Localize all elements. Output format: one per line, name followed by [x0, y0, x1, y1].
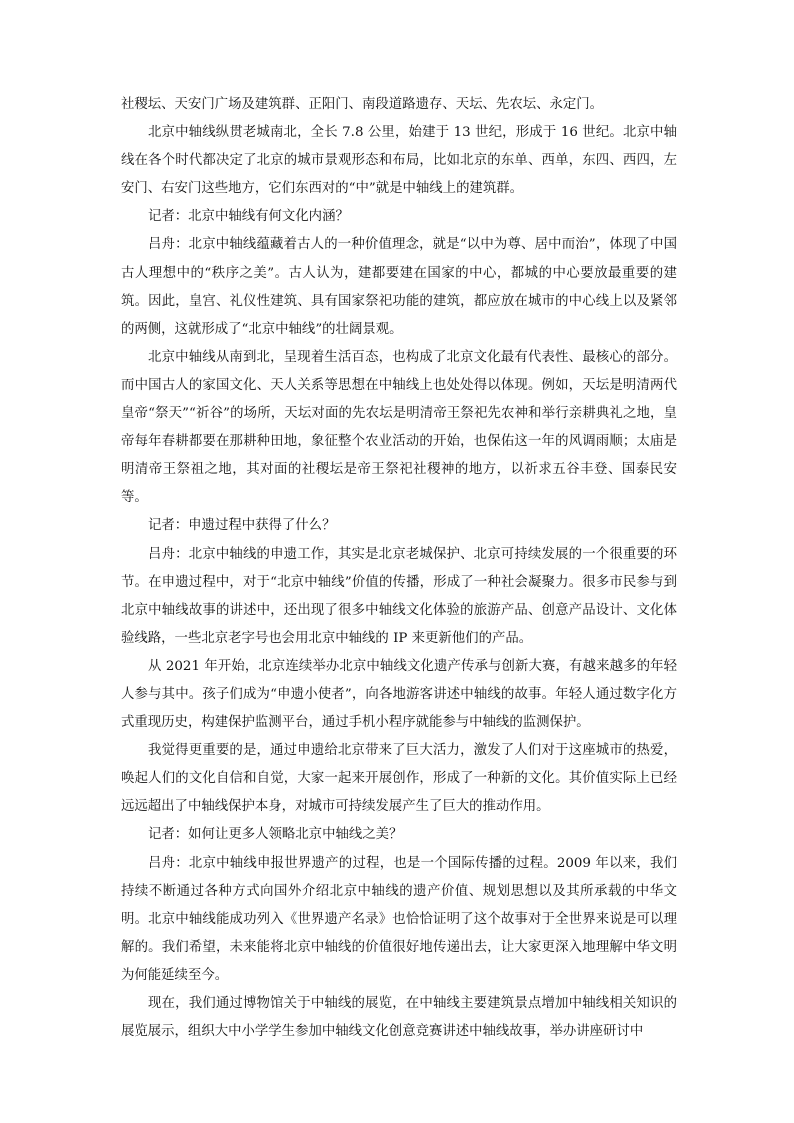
answer-heritage-gains: 吕舟：北京中轴线的申遗工作，其实是北京老城保护、北京可持续发展的一个很重要的环节。在申遗过程中，对于“北京中轴线”价值的传播，形成了一种社会凝聚力。很多市民参与到北京中轴线故事的讲述中，还出现了很多中轴线文化体验的旅游产品、创意产品设计、文化体验线路，一些北京老字号也会用北京中轴线的 IP 来更新他们的产品。: [121, 546, 677, 646]
question-appreciation: 记者：如何让更多人领略北京中轴线之美？: [148, 827, 403, 843]
question-cultural-meaning: 记者：北京中轴线有何文化内涵？: [148, 209, 349, 225]
paragraph-continuation: 社稷坛、天安门广场及建筑群、正阳门、南段道路遗存、天坛、先农坛、永定门。: [121, 97, 604, 112]
paragraph-axis-overview: 北京中轴线纵贯老城南北，全长 7.8 公里，始建于 13 世纪，形成于 16 世纪。北京中轴线在各个时代都决定了北京的城市景观形态和布局，比如北京的东单、西单，东四、西四，左安门、右安门这些地方，它们东西对的“中”就是中轴线上的建筑群。: [121, 125, 677, 197]
paragraph-museum-exhibitions: 现在，我们通过博物馆关于中轴线的展览，在中轴线主要建筑景点增加中轴线相关知识的展览展示，组织大中小学学生参加中轴线文化创意竞赛讲述中轴线故事，举办讲座研讨中: [121, 996, 677, 1040]
answer-appreciation: 吕舟：北京中轴线申报世界遗产的过程，也是一个国际传播的过程。2009 年以来，我们持续不断通过各种方式向国外介绍北京中轴线的遗产价值、规划思想以及其所承载的中华文明。北京中轴线能成功列入《世界遗产名录》也恰恰证明了这个故事对于全世界来说是可以理解的。我们希望，未来能将北京中轴线的价值很好地传递出去，让大家更深入地理解中华文明为何能延续至今。: [121, 855, 677, 983]
question-heritage-gains: 记者：申遗过程中获得了什么？: [148, 518, 336, 534]
paragraph-competition: 从 2021 年开始，北京连续举办北京中轴线文化遗产传承与创新大赛，有越来越多的年轻人参与其中。孩子们成为“申遗小使者”，向各地游客讲述中轴线的故事。年轻人通过数字化方式重现历史，构建保护监测平台，通过手机小程序就能参与中轴线的监测保护。: [121, 658, 677, 731]
article-body: [121, 91, 677, 1046]
paragraph-life-and-culture: 北京中轴线从南到北，呈现着生活百态，也构成了北京文化最有代表性、最核心的部分。而中国古人的家国文化、天人关系等思想在中轴线上也处处得以体现。例如，天坛是明清两代皇帝“祭天”“祈谷”的场所，天坛对面的先农坛是明清帝王祭祀先农神和举行亲耕典礼之地，皇帝每年春耕都要在那耕种田地，象征整个农业活动的开始，也保佑这一年的风调雨顺；太庙是明清帝王祭祖之地，其对面的社稷坛是帝王祭祀社稷神的地方，以祈求五谷丰登、国泰民安等。: [121, 349, 677, 506]
paragraph-vitality: 我觉得更重要的是，通过申遗给北京带来了巨大活力，激发了人们对于这座城市的热爱，唤起人们的文化自信和自觉，大家一起来开展创作，形成了一种新的文化。其价值实际上已经远远超出了中轴线保护本身，对城市可持续发展产生了巨大的推动作用。: [121, 743, 677, 815]
answer-cultural-meaning: 吕舟：北京中轴线蕴藏着古人的一种价值理念，就是“以中为尊、居中而治”，体现了中国古人理想中的“秩序之美”。古人认为，建都要建在国家的中心，都城的中心要放最重要的建筑。因此，皇宫、礼仪性建筑、具有国家祭祀功能的建筑，都应放在城市的中心线上以及紧邻的两侧，这就形成了“北京中轴线”的壮阔景观。: [121, 237, 677, 337]
